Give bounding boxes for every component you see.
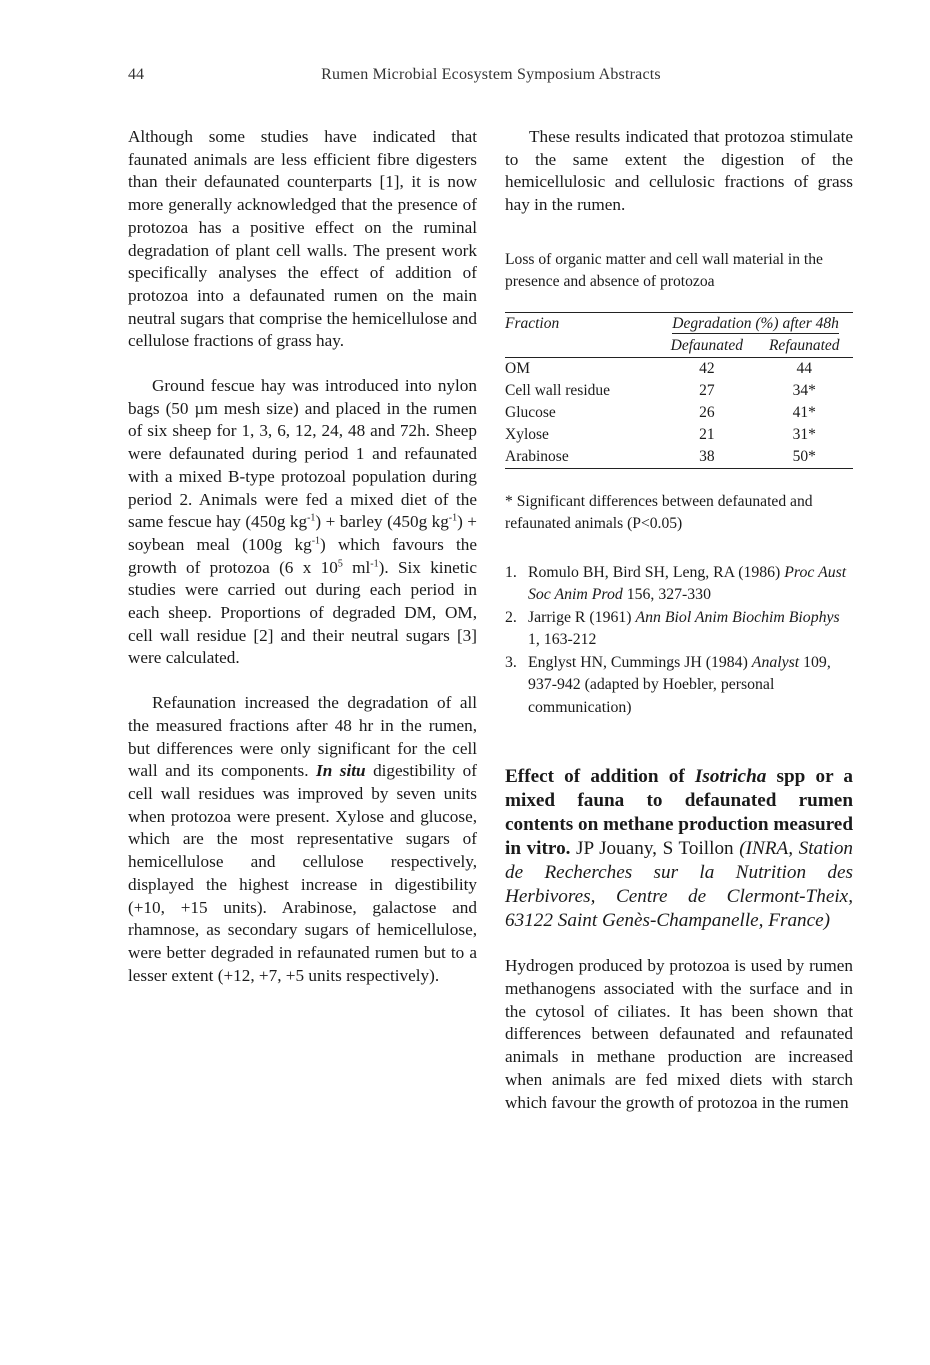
paragraph-results [128,692,477,987]
cell-refaunated: 50* [756,446,853,469]
abstract-title-block [505,765,853,933]
table-subheader-row [505,335,853,358]
reference-authors: Englyst HN, Cummings JH (1984) [528,653,752,671]
reference-item [505,652,853,720]
methods-text-e: ml [342,557,371,577]
cell-refaunated: 31* [792,425,816,443]
methods-sup-3: -1 [311,535,321,547]
cell-fraction: Glucose [505,403,556,421]
results-text-b: digestibility of cell wall residues was improved by seven units when protozoa were present. Xylose and glucose, which are the most representative sugars of hemicellulose and cellulose respectively, displayed the highest increase in digestibility (+10, +15 units). Arabinose, galactose and rhamnose, as secondary sugars of hemicellulose, were better degraded in refaunated rumen but to a lesser extent (+12, +7, +5 units respectively). [128,761,477,985]
table-caption: Loss of organic matter and cell wall material in the presence and absence of protozoa [505,250,823,291]
reference-item [505,607,853,652]
reference-number: 3. [505,653,517,671]
table-row [505,424,853,446]
col-header-defaunated: Defaunated [658,335,755,358]
methods-sup-2: -1 [448,512,458,524]
abstract-title-genus: Isotricha [694,766,767,788]
cell-defaunated: 38 [658,446,755,469]
abstract-title-a: Effect of addition of [505,766,695,788]
abstract-body: Hydrogen produced by protozoa is used by rumen methanogens associated with the surface and in the cytosol of ciliates. It has been shown that differences between defaunated and refaunated animals in methane production are increased when animals are fed mixed diets with starch which favour the growth of protozoa in the rumen [505,956,853,1112]
methods-sup-5: -1 [370,557,379,569]
cell-fraction: OM [505,359,530,377]
reference-volume: 156, 327-330 [622,586,711,604]
methods-text-c: ) + soybean meal (100g kg [128,512,477,554]
cell-defaunated: 21 [699,425,715,443]
degradation-table [505,312,853,469]
right-column [505,126,853,1114]
reference-journal: Proc Aust Soc Anim Prod [528,563,847,604]
references-list [505,562,853,720]
cell-refaunated: 44 [796,359,813,377]
reference-number: 2. [505,608,517,626]
reference-authors: Jarrige R (1961) [528,608,636,626]
col-header-degradation [658,312,853,335]
table-row [505,357,853,380]
cell-refaunated: 41* [792,403,816,421]
table-header-row [505,312,853,335]
cell-defaunated: 42 [699,359,715,377]
cell-fraction: Cell wall residue [505,381,611,399]
methods-text-b: ) + barley (450g kg [315,512,449,532]
col-header-fraction: Fraction [505,312,658,335]
methods-text-d: ) which favours the growth of protozoa (6 x 10 [128,534,477,577]
table-row [505,380,853,402]
methods-sup-4: 5 [337,557,343,569]
in-situ-term: In situ [316,761,366,781]
page-number: 44 [128,66,144,83]
cell-refaunated: 34* [792,381,816,399]
methods-text-a: Ground fescue hay was introduced into nylon bags (50 µm mesh size) and placed in the rumen of six sheep for 1, 3, 6, 12, 24, 48 and 72h. Sheep were defaunated during period 1 and refaunated with a mixed B-type protozoal population during period 2. Animals were fed a mixed diet of the same fescue hay (450g kg [128,376,477,532]
cell-fraction: Arabinose [505,446,658,469]
table-row [505,446,853,469]
results-text-a: Refaunation increased the degradation of all the measured fractions after 48 hr in the rumen, but differences were only significant for the cell wall and its components. [128,693,477,781]
reference-volume: 1, 163-212 [528,631,597,649]
abstract-authors: JP Jouany, S Toillon [570,838,734,860]
methods-sup-1: -1 [307,512,316,524]
cell-fraction: Xylose [505,425,549,443]
table-row [505,402,853,424]
reference-number: 1. [505,563,517,581]
reference-journal: Ann Biol Anim Biochim Biophys [635,608,840,626]
degradation-header-text: Degradation (%) after 48h [672,314,839,332]
cell-defaunated: 27 [699,381,715,399]
paragraph-methods [128,375,477,670]
left-column [128,126,477,987]
cell-defaunated: 26 [699,403,715,421]
page-header [128,66,854,90]
subheader-spacer [505,335,658,358]
reference-volume: 109, 937-942 (adapted by Hoebler, personal communication) [528,653,831,716]
col-header-refaunated: Refaunated [756,335,853,358]
abstract-affiliation: (INRA, Station de Recherches sur la Nutrition des Herbivores, Centre de Clermont-Theix, 63122 Saint Genès-Champanelle, France) [505,838,854,932]
table-footnote: * Significant differences between defaunated and refaunated animals (P<0.05) [505,492,813,533]
paragraph-intro: Although some studies have indicated that faunated animals are less efficient fibre digesters than their defaunated counterparts [1], it is now more generally acknowledged that the presence of protozoa has a positive effect on the ruminal degradation of plant cell walls. The present work specifically analyses the effect of addition of protozoa into a defaunated rumen on the main neutral sugars that comprise the hemicellulose and cellulose fractions of grass hay. [128,127,477,351]
reference-item [505,562,853,607]
paragraph-conclusion: These results indicated that protozoa stimulate to the same extent the digestion of the hemicellulosic and cellulosic fractions of grass hay in the rumen. [505,127,853,215]
abstract-title-b: spp or a mixed fauna to defaunated rumen contents on methane production measured in vitro. [505,766,854,860]
running-head: Rumen Microbial Ecosystem Symposium Abstracts [321,66,661,83]
reference-journal: Analyst [751,653,800,671]
reference-authors: Romulo BH, Bird SH, Leng, RA (1986) [528,563,785,581]
methods-text-f: ). Six kinetic studies were carried out during each period in each sheep. Proportions of degraded DM, OM, cell wall residue [2] and their neutral sugars [3] were calculated. [128,557,477,668]
